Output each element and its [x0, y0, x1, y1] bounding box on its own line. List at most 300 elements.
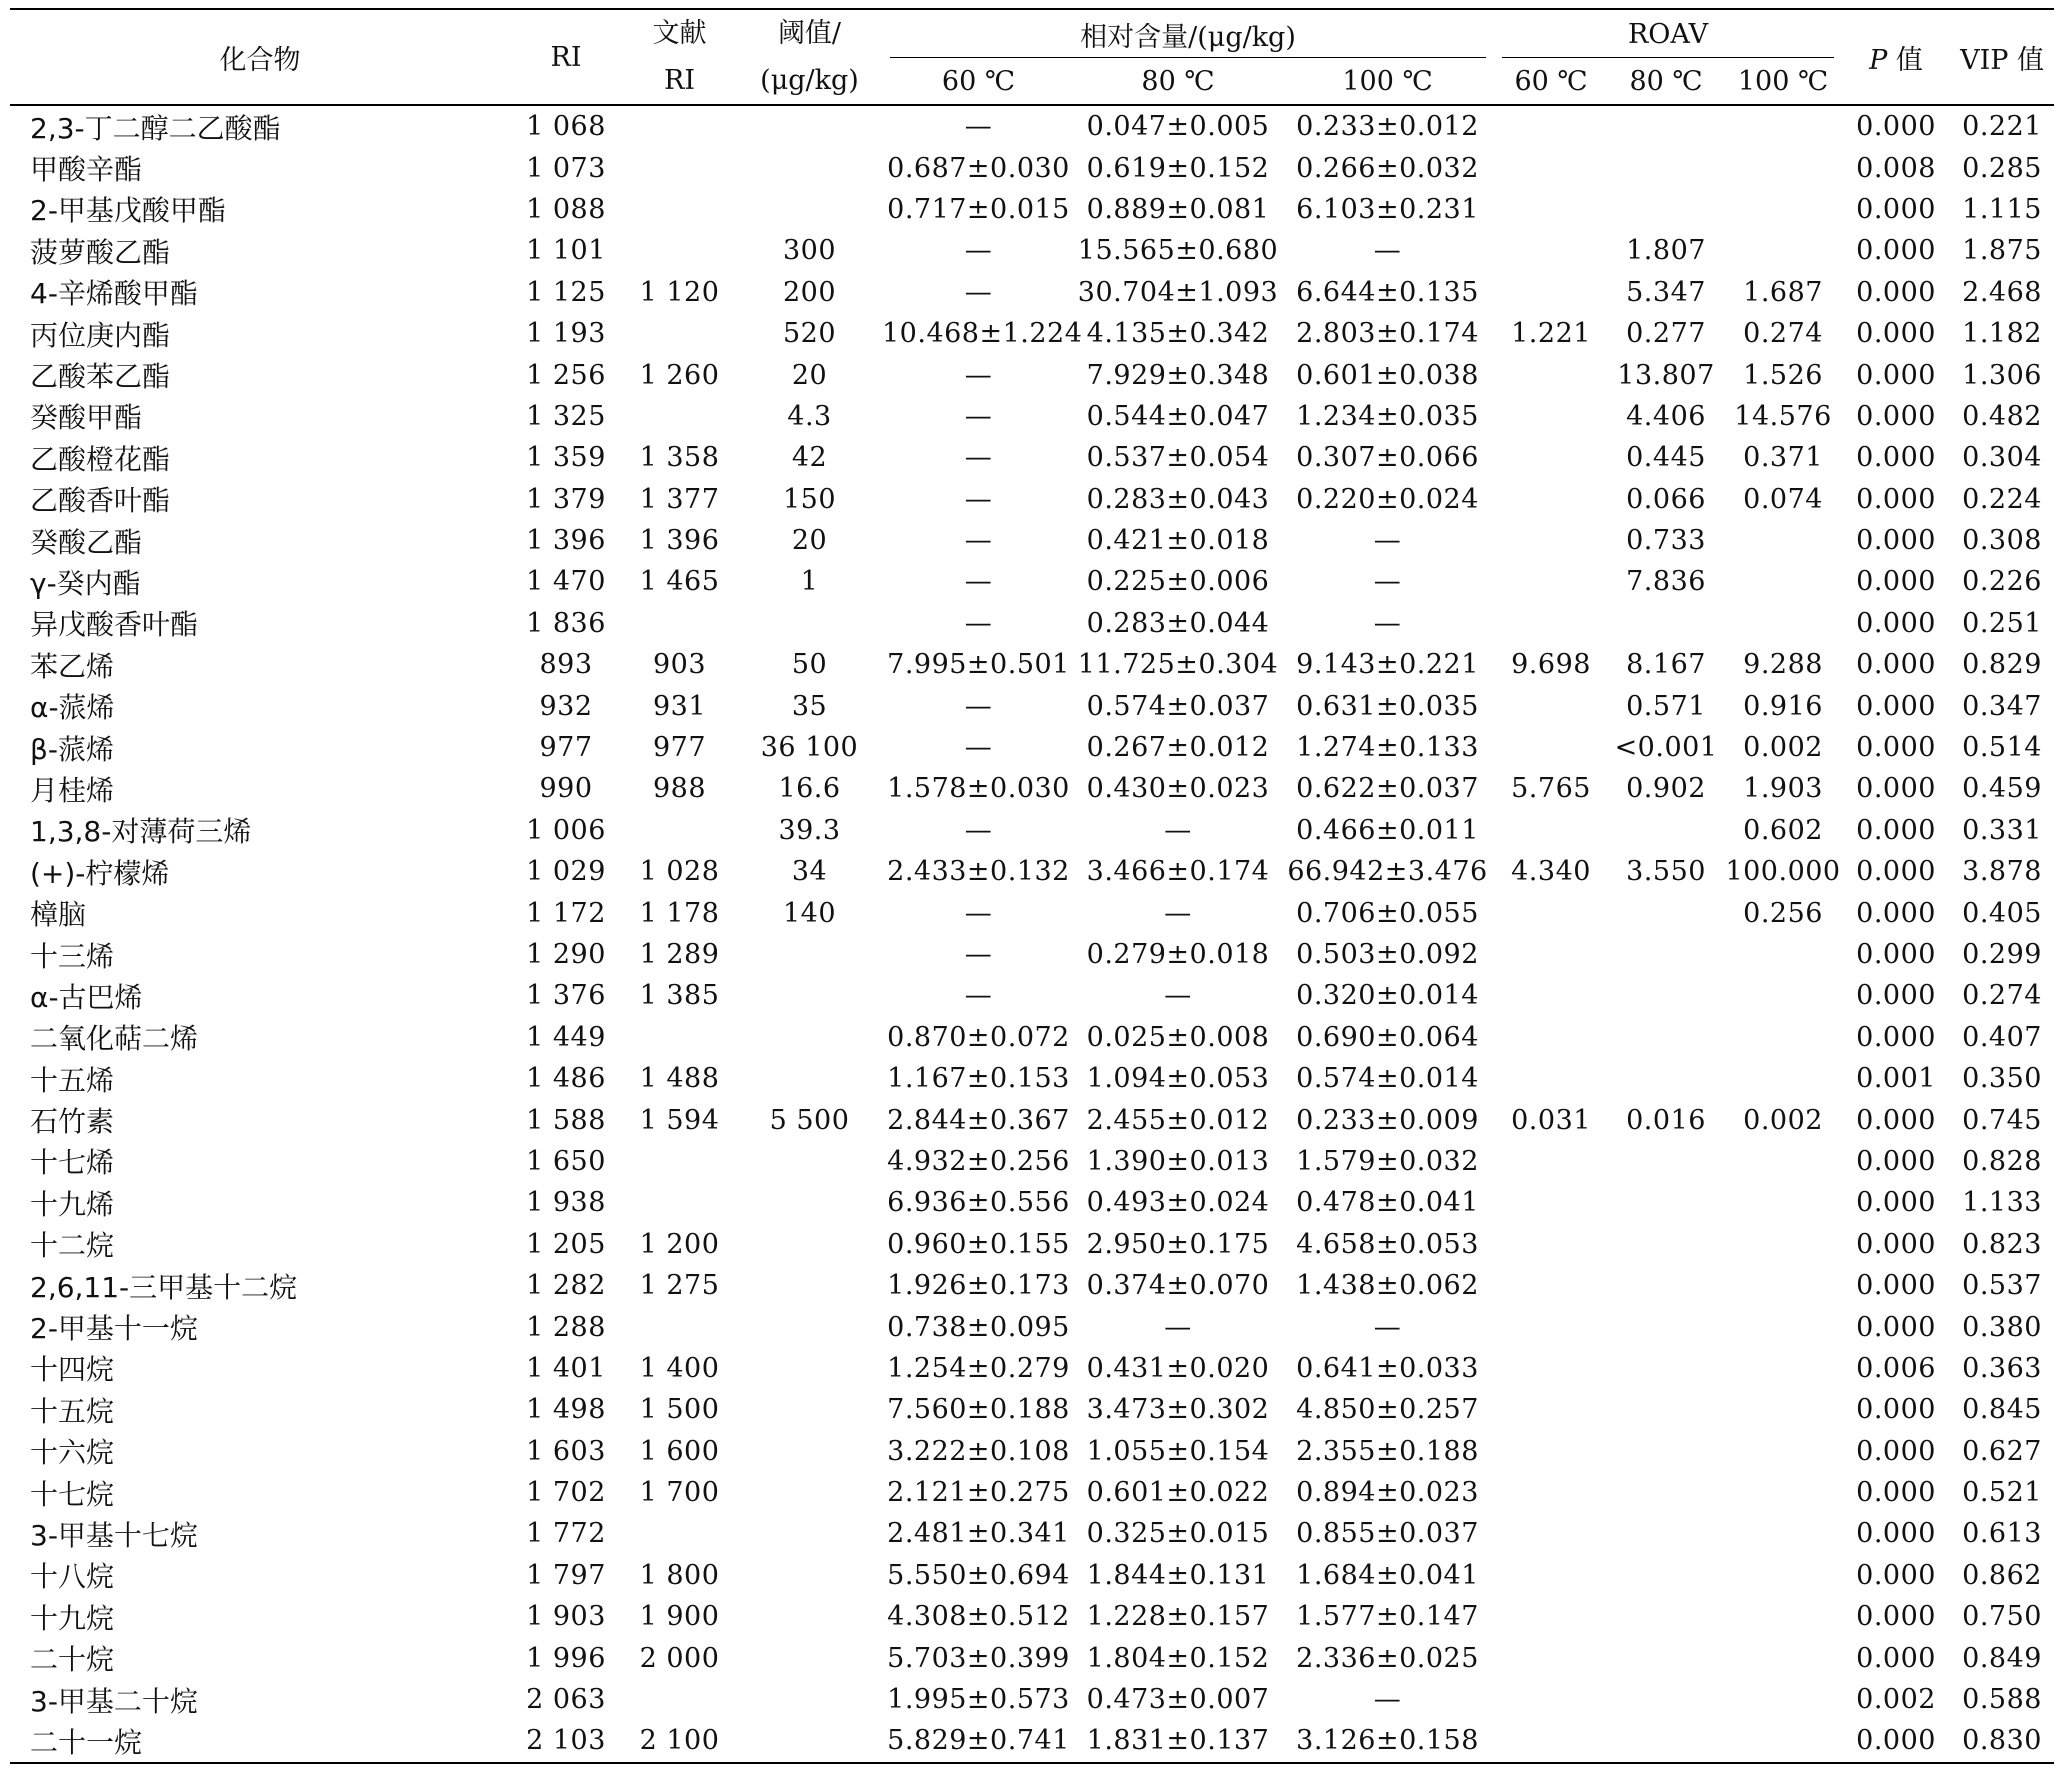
- threshold-cell: [737, 1141, 882, 1182]
- compound-name-cell: 十二烷: [30, 1229, 115, 1263]
- roav-80c-cell: 0.902: [1626, 773, 1706, 805]
- header-compound: 化合物: [10, 9, 510, 105]
- roav-100c-cell: [1724, 1141, 1842, 1182]
- ri-cell: 1 172: [526, 897, 606, 929]
- ri-cell: 1 772: [526, 1518, 606, 1550]
- roav-60c-cell: [1494, 1017, 1608, 1058]
- content-100c-cell: 0.466±0.011: [1296, 814, 1479, 846]
- p-value-cell: 0.000: [1856, 525, 1936, 557]
- ri-cell: 1 498: [526, 1394, 606, 1426]
- literature-ri-cell: [622, 810, 737, 851]
- p-value-cell: 0.001: [1856, 1063, 1936, 1095]
- roav-60c-cell: [1494, 685, 1608, 726]
- content-60c-cell: 1.254±0.279: [887, 1352, 1070, 1384]
- content-80c-cell: 30.704±1.093: [1077, 276, 1279, 308]
- roav-80c-cell: [1608, 1017, 1724, 1058]
- content-60c-cell: —: [964, 566, 993, 598]
- roav-60c-cell: 1.221: [1511, 318, 1591, 350]
- ri-cell: 1 903: [526, 1601, 606, 1633]
- roav-80c-cell: [1608, 189, 1724, 230]
- threshold-cell: [737, 1306, 882, 1347]
- roav-100c-cell: [1724, 1637, 1842, 1678]
- literature-ri-cell: [622, 1017, 737, 1058]
- compound-name-cell: 十七烯: [30, 1146, 115, 1180]
- roav-60c-cell: [1494, 975, 1608, 1016]
- p-value-cell: 0.000: [1856, 276, 1936, 308]
- vip-value-cell: 0.823: [1962, 1228, 2042, 1260]
- roav-80c-cell: 0.066: [1626, 483, 1706, 515]
- vip-value-cell: 2.468: [1962, 276, 2042, 308]
- content-100c-cell: 0.233±0.012: [1296, 111, 1479, 143]
- compound-name-cell: 3-甲基二十烷: [30, 1684, 198, 1718]
- roav-100c-cell: [1724, 1058, 1842, 1099]
- roav-60c-cell: [1494, 189, 1608, 230]
- vip-value-cell: 0.613: [1962, 1518, 2042, 1550]
- roav-100c-cell: [1724, 1596, 1842, 1637]
- roav-60c-cell: [1494, 1472, 1608, 1513]
- ri-cell: 1 486: [526, 1063, 606, 1095]
- p-value-cell: 0.000: [1856, 1270, 1936, 1302]
- content-100c-cell: 0.631±0.035: [1296, 690, 1479, 722]
- literature-ri-cell: [622, 1182, 737, 1223]
- roav-60c-cell: [1494, 1637, 1608, 1678]
- literature-ri-cell: 1 594: [639, 1104, 720, 1136]
- content-60c-cell: 7.560±0.188: [887, 1394, 1070, 1426]
- vip-value-cell: 0.308: [1962, 525, 2042, 557]
- content-100c-cell: —: [1373, 566, 1402, 598]
- roav-60c-cell: [1494, 892, 1608, 933]
- p-value-cell: 0.000: [1856, 1642, 1936, 1674]
- content-60c-cell: 0.960±0.155: [887, 1228, 1070, 1260]
- content-80c-cell: —: [1164, 897, 1192, 929]
- content-80c-cell: 11.725±0.304: [1077, 649, 1279, 681]
- content-60c-cell: 0.870±0.072: [887, 1021, 1070, 1053]
- roav-80c-cell: [1608, 1513, 1724, 1554]
- vip-value-cell: 0.537: [1962, 1270, 2042, 1302]
- roav-100c-cell: 14.576: [1734, 400, 1832, 432]
- content-100c-cell: 0.622±0.037: [1296, 773, 1479, 805]
- roav-80c-cell: [1608, 934, 1724, 975]
- threshold-cell: 1: [800, 566, 819, 598]
- vip-value-cell: 1.875: [1962, 235, 2042, 267]
- ri-cell: 1 449: [526, 1021, 606, 1053]
- literature-ri-cell: [622, 396, 737, 437]
- header-threshold-line2: (μg/kg): [760, 65, 859, 96]
- roav-100c-cell: [1724, 189, 1842, 230]
- content-100c-cell: 0.307±0.066: [1296, 442, 1479, 474]
- roav-100c-cell: [1724, 147, 1842, 188]
- content-100c-cell: —: [1373, 235, 1402, 267]
- roav-60c-cell: 4.340: [1511, 856, 1591, 888]
- p-value-cell: 0.000: [1856, 1559, 1936, 1591]
- content-80c-cell: 4.135±0.342: [1086, 318, 1270, 350]
- content-80c-cell: 1.844±0.131: [1086, 1559, 1270, 1591]
- compound-name-cell: 十六烷: [30, 1436, 115, 1470]
- literature-ri-cell: 1 385: [639, 980, 720, 1012]
- roav-80c-cell: [1608, 1306, 1724, 1347]
- ri-cell: 1 938: [526, 1187, 606, 1219]
- threshold-cell: 34: [791, 856, 828, 888]
- content-80c-cell: 1.804±0.152: [1086, 1642, 1270, 1674]
- content-60c-cell: —: [964, 400, 993, 432]
- threshold-cell: [737, 1182, 882, 1223]
- header-p-value-suffix: 值: [1887, 44, 1923, 76]
- threshold-cell: 4.3: [787, 400, 832, 432]
- vip-value-cell: 0.331: [1962, 814, 2042, 846]
- roav-80c-cell: [1608, 1555, 1724, 1596]
- table-row: [10, 603, 2054, 644]
- roav-60c-cell: [1494, 1182, 1608, 1223]
- content-60c-cell: 5.829±0.741: [882, 1720, 1075, 1762]
- table-row: [10, 644, 2054, 685]
- content-100c-cell: 2.355±0.188: [1296, 1435, 1479, 1467]
- roav-80c-cell: [1608, 1348, 1724, 1389]
- content-60c-cell: 3.222±0.108: [887, 1435, 1070, 1467]
- content-60c-cell: 7.995±0.501: [887, 649, 1070, 681]
- content-80c-cell: 0.544±0.047: [1086, 400, 1270, 432]
- content-80c-cell: 0.601±0.022: [1086, 1477, 1270, 1509]
- p-value-cell: 0.000: [1856, 649, 1936, 681]
- table-row: [10, 189, 2054, 230]
- table-row: [10, 1679, 2054, 1720]
- content-60c-cell: —: [964, 732, 993, 764]
- p-value-cell: 0.000: [1856, 1104, 1936, 1136]
- roav-80c-cell: [1608, 1058, 1724, 1099]
- table-row: [10, 934, 2054, 975]
- p-value-cell: 0.000: [1856, 483, 1936, 515]
- content-80c-cell: 0.267±0.012: [1086, 732, 1270, 764]
- content-60c-cell: —: [964, 897, 993, 929]
- vip-value-cell: 0.627: [1962, 1435, 2042, 1467]
- p-value-cell: 0.000: [1856, 359, 1936, 391]
- roav-80c-cell: [1608, 603, 1724, 644]
- vip-value-cell: 0.514: [1962, 732, 2042, 764]
- roav-60c-cell: [1494, 561, 1608, 602]
- table-row: [10, 1431, 2054, 1472]
- content-80c-cell: 0.283±0.043: [1086, 483, 1270, 515]
- roav-80c-cell: [1608, 1637, 1724, 1678]
- content-100c-cell: 0.320±0.014: [1296, 980, 1479, 1012]
- roav-100c-cell: [1724, 934, 1842, 975]
- table-row: [10, 1472, 2054, 1513]
- header-roav-80c: 80 ℃: [1608, 58, 1724, 105]
- content-80c-cell: 1.831±0.137: [1075, 1720, 1281, 1762]
- roav-100c-cell: [1724, 520, 1842, 561]
- literature-ri-cell: 1 488: [639, 1063, 720, 1095]
- roav-80c-cell: [1608, 105, 1724, 147]
- ri-cell: 1 006: [526, 814, 606, 846]
- content-80c-cell: 0.537±0.054: [1086, 442, 1270, 474]
- content-100c-cell: 0.266±0.032: [1296, 152, 1479, 184]
- threshold-cell: [737, 1513, 882, 1554]
- threshold-cell: 5 500: [769, 1104, 850, 1136]
- roav-100c-cell: 0.274: [1743, 318, 1823, 350]
- content-80c-cell: 0.574±0.037: [1086, 690, 1270, 722]
- content-100c-cell: 2.803±0.174: [1296, 318, 1479, 350]
- p-value-cell: 0.000: [1856, 1187, 1936, 1219]
- compound-name-cell: 3-甲基十七烷: [30, 1518, 198, 1552]
- content-100c-cell: —: [1373, 1684, 1402, 1716]
- content-80c-cell: 2.950±0.175: [1086, 1228, 1270, 1260]
- content-80c-cell: 0.374±0.070: [1086, 1270, 1270, 1302]
- table-row: [10, 147, 2054, 188]
- threshold-cell: [737, 603, 882, 644]
- table-row: [10, 1555, 2054, 1596]
- ri-cell: 1 193: [526, 318, 606, 350]
- p-value-cell: 0.006: [1856, 1352, 1936, 1384]
- ri-cell: 893: [539, 649, 593, 681]
- literature-ri-cell: 1 275: [639, 1270, 720, 1302]
- content-100c-cell: 1.684±0.041: [1296, 1559, 1479, 1591]
- content-100c-cell: 1.577±0.147: [1296, 1601, 1479, 1633]
- table-row: [10, 437, 2054, 478]
- vip-value-cell: 0.745: [1962, 1104, 2042, 1136]
- roav-100c-cell: 1.903: [1743, 773, 1823, 805]
- compound-name-cell: γ-癸内酯: [30, 566, 141, 600]
- roav-100c-cell: 0.002: [1743, 1104, 1823, 1136]
- content-60c-cell: 1.578±0.030: [887, 773, 1070, 805]
- compound-name-cell: 十七烷: [30, 1477, 115, 1511]
- vip-value-cell: 0.845: [1962, 1394, 2042, 1426]
- content-60c-cell: —: [964, 690, 993, 722]
- ri-cell: 1 290: [526, 939, 606, 970]
- roav-60c-cell: [1494, 1141, 1608, 1182]
- literature-ri-cell: 1 400: [639, 1352, 720, 1384]
- vip-value-cell: 0.226: [1962, 566, 2042, 598]
- p-value-cell: 0.000: [1856, 607, 1936, 639]
- content-60c-cell: 5.550±0.694: [887, 1559, 1070, 1591]
- table-row: [10, 1306, 2054, 1347]
- compound-name-cell: β-蒎烯: [30, 732, 114, 766]
- vip-value-cell: 0.830: [1950, 1720, 2054, 1762]
- content-60c-cell: 4.932±0.256: [887, 1145, 1070, 1177]
- content-80c-cell: 3.473±0.302: [1086, 1394, 1270, 1426]
- compound-name-cell: 二氧化萜二烯: [30, 1022, 199, 1056]
- threshold-cell: [737, 1389, 882, 1430]
- content-100c-cell: 0.601±0.038: [1296, 359, 1479, 391]
- roav-80c-cell: [1608, 1182, 1724, 1223]
- roav-100c-cell: 1.687: [1743, 276, 1823, 308]
- threshold-cell: 140: [782, 897, 837, 929]
- content-60c-cell: 2.433±0.132: [887, 856, 1070, 888]
- content-60c-cell: 4.308±0.512: [887, 1601, 1070, 1633]
- threshold-cell: [737, 975, 882, 1016]
- table-body: [10, 105, 2054, 1763]
- content-100c-cell: —: [1373, 607, 1402, 639]
- ri-cell: 1 073: [526, 152, 606, 184]
- content-100c-cell: 66.942±3.476: [1287, 856, 1488, 888]
- roav-60c-cell: [1494, 1513, 1608, 1554]
- roav-100c-cell: 1.526: [1743, 359, 1823, 391]
- ri-cell: 1 396: [526, 525, 606, 557]
- p-value-cell: 0.000: [1856, 442, 1936, 474]
- roav-80c-cell: [1608, 1720, 1724, 1762]
- literature-ri-cell: 1 800: [639, 1559, 720, 1591]
- compound-name-cell: 樟脑: [30, 898, 87, 932]
- content-60c-cell: —: [964, 276, 993, 308]
- threshold-cell: 20: [791, 525, 828, 557]
- threshold-cell: 39.3: [778, 814, 841, 846]
- literature-ri-cell: [622, 1141, 737, 1182]
- content-80c-cell: 1.094±0.053: [1086, 1063, 1270, 1095]
- p-value-cell: 0.000: [1856, 856, 1936, 888]
- threshold-cell: [737, 1265, 882, 1306]
- content-100c-cell: 4.850±0.257: [1296, 1394, 1479, 1426]
- ri-cell: 2 063: [526, 1684, 606, 1716]
- p-value-cell: 0.000: [1856, 193, 1936, 225]
- content-100c-cell: 1.438±0.062: [1296, 1270, 1479, 1302]
- content-100c-cell: 6.103±0.231: [1296, 193, 1479, 225]
- literature-ri-cell: [622, 105, 737, 147]
- content-60c-cell: —: [964, 814, 993, 846]
- p-value-cell: 0.000: [1856, 939, 1936, 970]
- vip-value-cell: 0.299: [1962, 939, 2042, 970]
- header-relative-content: 相对含量/(μg/kg): [882, 9, 1494, 58]
- literature-ri-cell: 988: [652, 773, 707, 805]
- content-60c-cell: 0.687±0.030: [887, 152, 1070, 184]
- vip-value-cell: 1.182: [1962, 318, 2042, 350]
- threshold-cell: [737, 934, 882, 975]
- content-60c-cell: —: [964, 111, 993, 143]
- roav-100c-cell: [1724, 1472, 1842, 1513]
- roav-100c-cell: 0.371: [1743, 442, 1823, 474]
- vip-value-cell: 0.347: [1962, 690, 2042, 722]
- threshold-cell: 300: [782, 235, 837, 267]
- vip-value-cell: 3.878: [1962, 856, 2042, 888]
- roav-80c-cell: 0.571: [1626, 690, 1706, 722]
- roav-80c-cell: 0.445: [1626, 442, 1706, 474]
- compound-name-cell: 4-辛烯酸甲酯: [30, 277, 198, 311]
- header-content-80c: 80 ℃: [1075, 58, 1281, 105]
- roav-100c-cell: 9.288: [1743, 649, 1823, 681]
- literature-ri-cell: 977: [652, 732, 707, 764]
- table-row: [10, 768, 2054, 809]
- roav-80c-cell: [1608, 810, 1724, 851]
- ri-cell: 1 836: [526, 607, 606, 639]
- roav-60c-cell: [1494, 1431, 1608, 1472]
- content-60c-cell: —: [964, 525, 993, 557]
- literature-ri-cell: [622, 1513, 737, 1554]
- roav-100c-cell: [1724, 1679, 1842, 1720]
- compound-name-cell: 十三烯: [30, 939, 115, 973]
- ri-cell: 1 650: [526, 1145, 606, 1177]
- roav-80c-cell: [1608, 1224, 1724, 1265]
- ri-cell: 1 401: [526, 1352, 606, 1384]
- table-row: [10, 520, 2054, 561]
- table-row: [10, 1182, 2054, 1223]
- roav-100c-cell: [1724, 105, 1842, 147]
- content-60c-cell: —: [964, 483, 993, 515]
- table-row: [10, 685, 2054, 726]
- roav-100c-cell: [1724, 1306, 1842, 1347]
- table-row: [10, 230, 2054, 271]
- roav-80c-cell: [1608, 892, 1724, 933]
- compound-name-cell: 乙酸香叶酯: [30, 484, 171, 518]
- roav-80c-cell: [1608, 1679, 1724, 1720]
- p-value-cell: 0.000: [1856, 235, 1936, 267]
- roav-60c-cell: [1494, 1679, 1608, 1720]
- vip-value-cell: 0.274: [1962, 980, 2042, 1012]
- roav-100c-cell: [1724, 975, 1842, 1016]
- content-80c-cell: 0.431±0.020: [1086, 1352, 1270, 1384]
- table-row: [10, 313, 2054, 354]
- ri-cell: 1 359: [526, 442, 606, 474]
- content-100c-cell: 3.126±0.158: [1281, 1720, 1494, 1762]
- table-row: [10, 354, 2054, 395]
- header-threshold: [737, 9, 882, 105]
- content-80c-cell: 1.055±0.154: [1086, 1435, 1270, 1467]
- roav-60c-cell: [1494, 603, 1608, 644]
- roav-80c-cell: 5.347: [1626, 276, 1706, 308]
- ri-cell: 1 205: [526, 1228, 606, 1260]
- table-row: [10, 1099, 2054, 1140]
- content-100c-cell: 0.894±0.023: [1296, 1477, 1479, 1509]
- content-60c-cell: 0.738±0.095: [887, 1311, 1070, 1343]
- literature-ri-cell: [622, 1306, 737, 1347]
- p-value-cell: 0.000: [1856, 318, 1936, 350]
- roav-60c-cell: [1494, 810, 1608, 851]
- compound-name-cell: 十九烯: [30, 1187, 115, 1221]
- content-80c-cell: —: [1164, 1311, 1192, 1343]
- content-100c-cell: 2.336±0.025: [1296, 1642, 1479, 1674]
- ri-cell: 1 125: [526, 276, 606, 308]
- roav-80c-cell: [1608, 1265, 1724, 1306]
- ri-cell: 990: [539, 773, 593, 805]
- table-row: [10, 1348, 2054, 1389]
- roav-100c-cell: 0.916: [1743, 690, 1823, 722]
- literature-ri-cell: 2 000: [639, 1642, 720, 1674]
- roav-80c-cell: [1608, 147, 1724, 188]
- table-row: [10, 272, 2054, 313]
- compound-name-cell: 二十一烷: [10, 1720, 510, 1762]
- roav-100c-cell: [1724, 1555, 1842, 1596]
- content-60c-cell: 5.703±0.399: [887, 1642, 1070, 1674]
- compound-name-cell: α-蒎烯: [30, 691, 115, 725]
- compound-name-cell: 菠萝酸乙酯: [30, 235, 171, 269]
- roav-80c-cell: 0.016: [1626, 1104, 1706, 1136]
- ri-cell: 932: [539, 690, 593, 722]
- roav-60c-cell: 0.031: [1511, 1104, 1591, 1136]
- ri-cell: 1 029: [526, 856, 606, 888]
- table-row: [10, 1141, 2054, 1182]
- vip-value-cell: 0.363: [1962, 1352, 2042, 1384]
- header-roav: ROAV: [1494, 9, 1842, 58]
- vip-value-cell: 0.459: [1962, 773, 2042, 805]
- compound-name-cell: 2-甲基十一烷: [30, 1312, 198, 1346]
- content-80c-cell: 0.283±0.044: [1086, 607, 1270, 639]
- table-row: [10, 479, 2054, 520]
- compound-name-cell: 2,6,11-三甲基十二烷: [30, 1270, 298, 1304]
- header-threshold-line1: 阈值/: [777, 18, 842, 49]
- p-value-cell: 0.000: [1842, 1720, 1950, 1762]
- compound-name-cell: 十五烷: [30, 1394, 115, 1428]
- vip-value-cell: 0.829: [1962, 649, 2042, 681]
- content-100c-cell: 0.706±0.055: [1296, 897, 1479, 929]
- literature-ri-cell: 1 178: [639, 897, 720, 929]
- roav-60c-cell: [1494, 1265, 1608, 1306]
- content-100c-cell: 1.274±0.133: [1296, 732, 1479, 764]
- content-60c-cell: 10.468±1.224: [882, 318, 1083, 350]
- ri-cell: 1 282: [526, 1270, 606, 1302]
- content-100c-cell: —: [1373, 525, 1402, 557]
- literature-ri-cell: [622, 1679, 737, 1720]
- vip-value-cell: 0.750: [1962, 1601, 2042, 1633]
- roav-100c-cell: [1724, 1348, 1842, 1389]
- roav-60c-cell: [1494, 520, 1608, 561]
- threshold-cell: [737, 1679, 882, 1720]
- roav-60c-cell: [1494, 1596, 1608, 1637]
- p-value-cell: 0.000: [1856, 814, 1936, 846]
